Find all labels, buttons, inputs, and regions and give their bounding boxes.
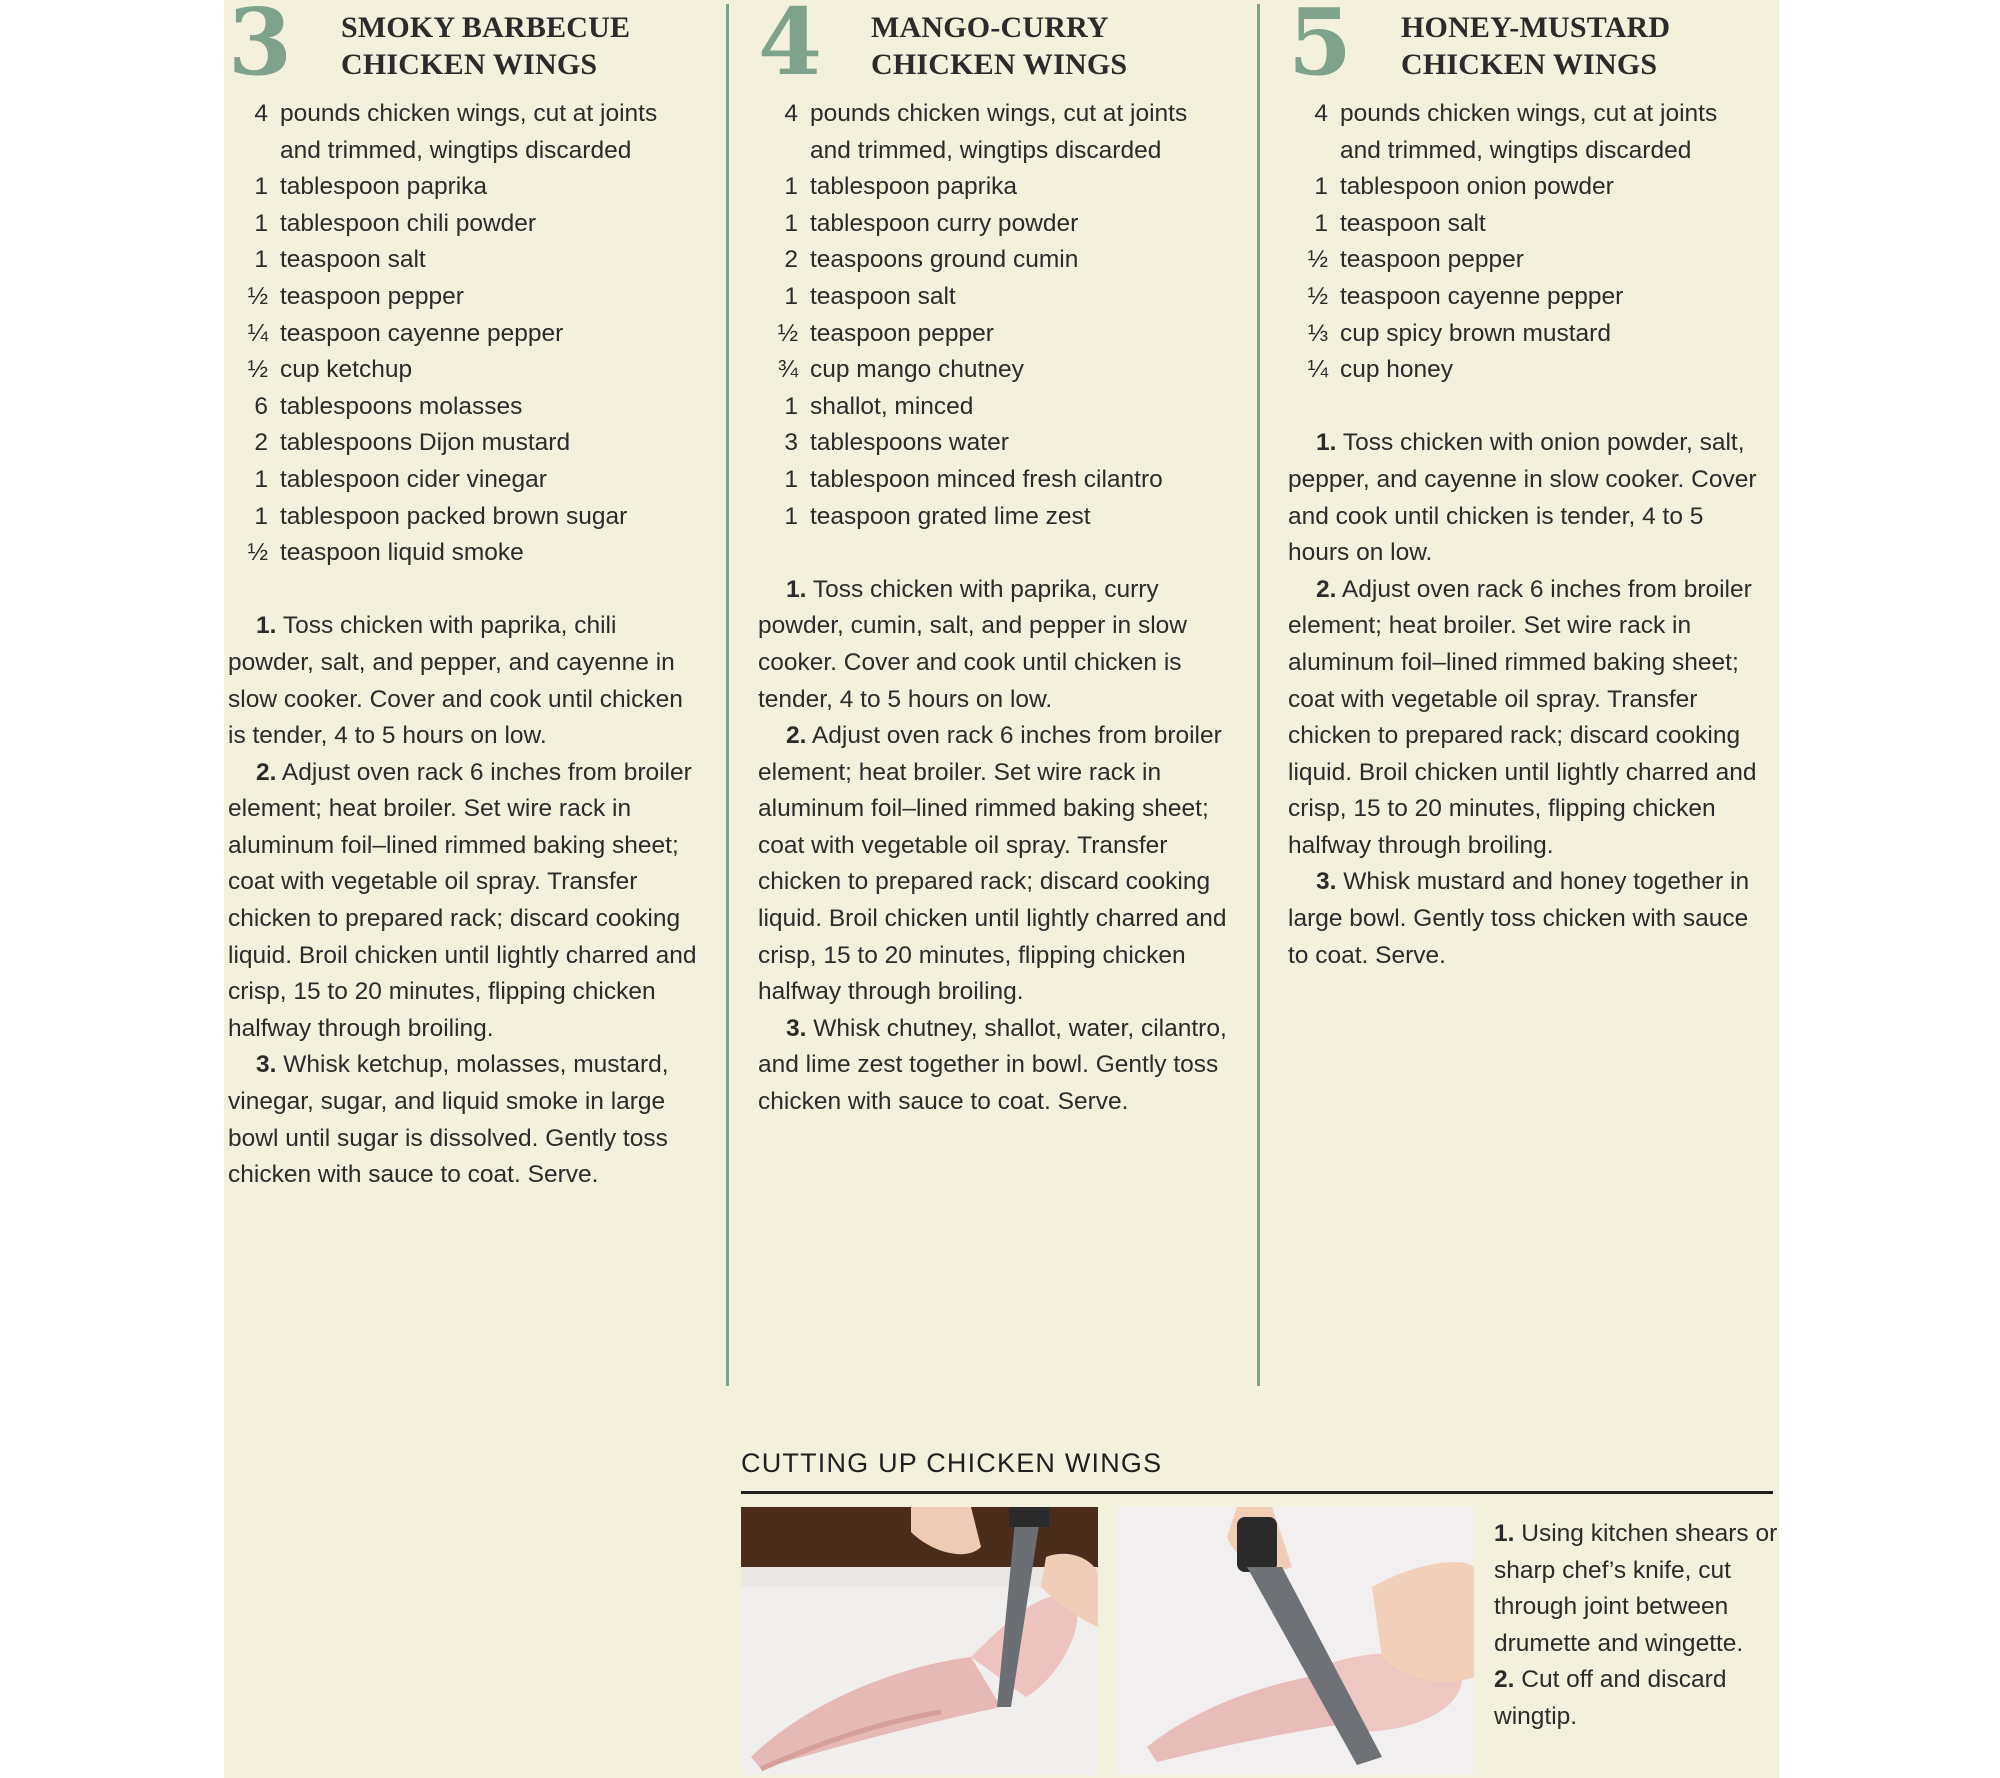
ingredient-text: tablespoon paprika <box>810 173 1018 201</box>
section-title: CUTTING UP CHICKEN WINGS <box>741 1448 1163 1478</box>
step-paragraph <box>758 572 1228 718</box>
ingredient-item <box>758 279 1228 316</box>
step-text: Whisk chutney, shallot, water, cilantro, and lime zest together in bowl. Gently toss chicken with sauce to coat. Serve. <box>758 1014 1227 1116</box>
ingredient-text: tablespoon minced fresh cilantro <box>810 465 1163 493</box>
step-paragraph <box>228 608 698 754</box>
recipe-number: 3 <box>228 0 293 96</box>
recipe-honey-mustard <box>1288 0 1758 974</box>
ingredient-item <box>758 242 1228 279</box>
ingredient-quantity: 1 <box>254 173 268 201</box>
step-text: Cut off and discard wingtip. <box>1494 1666 1727 1730</box>
ingredient-item <box>758 316 1228 353</box>
ingredient-text: teaspoon pepper <box>280 282 464 310</box>
photo-cutting-wingtip <box>1117 1507 1474 1775</box>
column-divider <box>1257 4 1260 1386</box>
step-number: 1. <box>256 612 277 640</box>
recipe-title <box>1401 9 1670 83</box>
step-paragraph <box>1288 572 1758 865</box>
ingredient-text: teaspoon salt <box>280 246 426 274</box>
recipe-title-line: CHICKEN WINGS <box>1401 48 1658 81</box>
step-text: Adjust oven rack 6 inches from broiler element; heat broiler. Set wire rack in aluminum foil–lined rimmed baking sheet; coat with vegetable oil spray. Transfer chicken to prepared rack; discard cooking liquid. Broil chicken until lightly charred and crisp, 15 to 20 minutes, flipping chicken halfway through broiling. <box>228 758 697 1042</box>
ingredient-quantity: 1 <box>784 282 798 310</box>
step-paragraph <box>228 755 698 1048</box>
step-text: Toss chicken with paprika, chili powder, salt, and pepper, and cayenne in slow cooker. Cover and cook until chicken is tender, 4 to 5 hours on low. <box>228 612 683 750</box>
ingredient-quantity: ½ <box>1307 282 1328 310</box>
ingredient-quantity: 1 <box>784 173 798 201</box>
ingredient-text: cup mango chutney <box>810 356 1024 384</box>
ingredient-quantity: ½ <box>777 319 798 347</box>
ingredient-quantity: 1 <box>1314 209 1328 237</box>
ingredient-item <box>228 425 698 462</box>
ingredient-text: tablespoon curry powder <box>810 209 1079 237</box>
ingredient-item <box>228 389 698 426</box>
ingredient-quantity: 4 <box>254 100 268 127</box>
ingredient-text: teaspoon pepper <box>810 319 994 347</box>
ingredient-item <box>228 279 698 316</box>
ingredient-quantity: ½ <box>247 282 268 310</box>
ingredient-text: cup ketchup <box>280 356 413 384</box>
recipe-header <box>228 0 698 96</box>
step-number: 1. <box>1494 1520 1515 1547</box>
ingredient-text: tablespoon onion powder <box>1340 173 1614 201</box>
ingredient-text: teaspoon pepper <box>1340 246 1524 274</box>
ingredient-quantity: 1 <box>784 392 798 420</box>
ingredient-text: shallot, minced <box>810 392 974 420</box>
ingredient-quantity: 1 <box>1314 173 1328 201</box>
ingredient-item <box>228 352 698 389</box>
ingredient-item <box>228 96 698 169</box>
ingredient-quantity: 1 <box>784 465 798 493</box>
recipe-title <box>341 9 630 83</box>
step-text: Whisk mustard and honey together in large bowl. Gently toss chicken with sauce to coat. Serve. <box>1288 868 1750 969</box>
ingredient-quantity: 1 <box>254 465 268 493</box>
step-text: Toss chicken with paprika, curry powder, cumin, salt, and pepper in slow cooker. Cover and cook until chicken is tender, 4 to 5 hours on low. <box>758 575 1187 713</box>
ingredient-quantity: 1 <box>254 246 268 274</box>
ingredient-text: tablespoon chili powder <box>280 209 537 237</box>
ingredient-item <box>1288 206 1758 243</box>
ingredient-quantity: ½ <box>247 356 268 384</box>
ingredient-item <box>758 352 1228 389</box>
step-number: 3. <box>256 1051 277 1079</box>
method-steps <box>1288 425 1758 974</box>
ingredient-text: pounds chicken wings, cut at joints and trimmed, wingtips discarded <box>1340 100 1718 164</box>
ingredient-item <box>1288 169 1758 206</box>
ingredient-quantity: ½ <box>247 539 268 567</box>
step-paragraph <box>1494 1516 1784 1662</box>
ingredient-quantity: 1 <box>254 209 268 237</box>
ingredient-quantity: 1 <box>254 502 268 530</box>
ingredient-item <box>1288 242 1758 279</box>
ingredient-item <box>228 169 698 206</box>
photo-cutting-joint <box>741 1507 1098 1775</box>
photo-illustration <box>741 1507 1098 1775</box>
ingredient-item <box>1288 352 1758 389</box>
recipe-title-line: CHICKEN WINGS <box>871 48 1128 81</box>
step-paragraph <box>758 718 1228 1011</box>
ingredient-text: pounds chicken wings, cut at joints and trimmed, wingtips discarded <box>810 100 1188 164</box>
ingredient-text: teaspoon liquid smoke <box>280 539 524 567</box>
step-text: Adjust oven rack 6 inches from broiler element; heat broiler. Set wire rack in aluminum foil–lined rimmed baking sheet; coat with vegetable oil spray. Transfer chicken to prepared rack; discard cooking liquid. Broil chicken until lightly charred and crisp, 15 to 20 minutes, flipping chicken halfway through broiling. <box>1288 575 1757 859</box>
step-number: 2. <box>786 722 807 750</box>
ingredient-quantity: 2 <box>784 246 798 274</box>
ingredient-text: teaspoon salt <box>810 282 956 310</box>
step-number: 1. <box>1316 429 1337 457</box>
title-rule <box>741 1491 1773 1494</box>
recipe-header <box>758 0 1228 96</box>
ingredient-text: tablespoons molasses <box>280 392 523 420</box>
recipe-mango-curry <box>758 0 1228 1121</box>
step-number: 3. <box>786 1014 807 1042</box>
step-number: 2. <box>1316 575 1337 603</box>
method-steps <box>758 572 1228 1121</box>
recipe-title-line: MANGO-CURRY <box>871 11 1109 44</box>
step-text: Toss chicken with onion powder, salt, pepper, and cayenne in slow cooker. Cover and cook until chicken is tender, 4 to 5 hours on low. <box>1288 429 1757 567</box>
recipe-smoky-barbecue <box>228 0 698 1194</box>
recipe-header <box>1288 0 1758 96</box>
ingredient-item <box>228 462 698 499</box>
ingredient-item <box>758 169 1228 206</box>
recipe-title-line: HONEY-MUSTARD <box>1401 11 1671 44</box>
ingredient-text: tablespoon packed brown sugar <box>280 502 628 530</box>
step-paragraph <box>228 1047 698 1193</box>
cutting-steps <box>1494 1516 1784 1736</box>
step-number: 2. <box>256 758 277 786</box>
ingredient-quantity: ¼ <box>1307 356 1328 384</box>
step-paragraph <box>1288 864 1758 974</box>
ingredient-quantity: ½ <box>1307 246 1328 274</box>
recipe-number: 5 <box>1288 0 1353 96</box>
ingredient-quantity: 3 <box>784 429 798 457</box>
ingredient-quantity: 6 <box>254 392 268 420</box>
ingredient-quantity: ¾ <box>777 356 798 384</box>
ingredient-list <box>1288 96 1758 389</box>
step-text: Using kitchen shears or sharp chef’s knife, cut through joint between drumette and wingette. <box>1494 1520 1778 1657</box>
recipe-number: 4 <box>758 0 823 96</box>
step-number: 2. <box>1494 1666 1515 1694</box>
step-paragraph <box>758 1011 1228 1121</box>
step-number: 3. <box>1316 868 1337 896</box>
ingredient-text: cup spicy brown mustard <box>1340 319 1611 347</box>
ingredient-item <box>758 499 1228 536</box>
ingredient-quantity: 4 <box>784 100 798 127</box>
ingredient-item <box>1288 316 1758 353</box>
ingredient-quantity: 2 <box>254 429 268 457</box>
step-text: Adjust oven rack 6 inches from broiler element; heat broiler. Set wire rack in aluminum foil–lined rimmed baking sheet; coat with vegetable oil spray. Transfer chicken to prepared rack; discard cooking liquid. Broil chicken until lightly charred and crisp, 15 to 20 minutes, flipping chicken halfway through broiling. <box>758 722 1227 1006</box>
ingredient-text: tablespoons water <box>810 429 1009 457</box>
step-paragraph <box>1494 1662 1784 1735</box>
recipe-title-line: SMOKY BARBECUE <box>341 11 631 44</box>
ingredient-quantity: 1 <box>784 209 798 237</box>
ingredient-quantity: ⅓ <box>1307 319 1328 347</box>
ingredient-text: tablespoons Dijon mustard <box>280 429 571 457</box>
ingredient-item <box>758 96 1228 169</box>
ingredient-text: teaspoon cayenne pepper <box>1340 282 1624 310</box>
cutting-wings-panel <box>741 1445 1778 1730</box>
ingredient-item <box>1288 279 1758 316</box>
ingredient-quantity: 1 <box>784 502 798 530</box>
ingredient-item <box>758 425 1228 462</box>
method-steps <box>228 608 698 1194</box>
ingredient-quantity: 4 <box>1314 100 1328 127</box>
step-paragraph <box>1288 425 1758 571</box>
ingredient-item <box>228 499 698 536</box>
ingredient-list <box>758 96 1228 535</box>
ingredient-item <box>758 389 1228 426</box>
ingredient-item <box>228 535 698 572</box>
ingredient-text: tablespoon paprika <box>280 173 488 201</box>
step-text: Whisk ketchup, molasses, mustard, vinegar, sugar, and liquid smoke in large bowl until sugar is dissolved. Gently toss chicken with sauce to coat. Serve. <box>228 1051 669 1189</box>
ingredient-item <box>228 206 698 243</box>
ingredient-text: cup honey <box>1340 356 1454 384</box>
ingredient-text: teaspoon cayenne pepper <box>280 319 564 347</box>
step-number: 1. <box>786 575 807 603</box>
ingredient-list <box>228 96 698 572</box>
ingredient-text: tablespoon cider vinegar <box>280 465 547 493</box>
ingredient-quantity: ¼ <box>247 319 268 347</box>
ingredient-item <box>1288 96 1758 169</box>
ingredient-item <box>228 242 698 279</box>
ingredient-item <box>758 206 1228 243</box>
ingredient-text: teaspoon grated lime zest <box>810 502 1091 530</box>
recipe-title-line: CHICKEN WINGS <box>341 48 598 81</box>
ingredient-item <box>758 462 1228 499</box>
photo-illustration <box>1117 1507 1474 1775</box>
recipe-title <box>871 9 1127 83</box>
column-divider <box>726 4 729 1386</box>
ingredient-item <box>228 316 698 353</box>
ingredient-text: teaspoon salt <box>1340 209 1486 237</box>
ingredient-text: pounds chicken wings, cut at joints and trimmed, wingtips discarded <box>280 100 658 164</box>
ingredient-text: teaspoons ground cumin <box>810 246 1079 274</box>
